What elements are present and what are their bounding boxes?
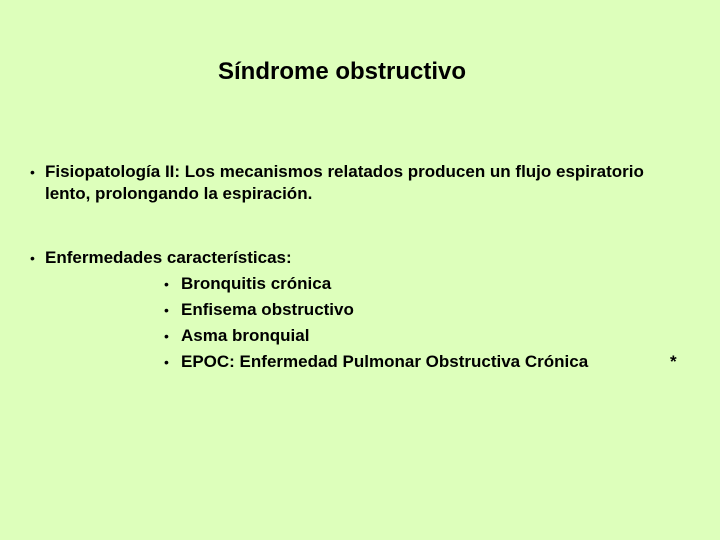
bullet-text [45,247,292,269]
sub-item-enfisema [164,297,354,323]
slide-title: Síndrome obstructivo [217,58,467,85]
bullet-marker: • [30,164,35,180]
sub-item-asma [164,323,309,349]
sub-bullet-marker: • [164,354,169,370]
sub-bullet-marker: • [164,328,169,344]
sub-bullet-marker: • [164,276,169,292]
bullet-marker: • [30,250,35,266]
sub-item-bronquitis [164,271,331,297]
bullet-line-1: Fisiopatología II: Los mecanismos relatados producen un flujo espiratorio [45,162,644,181]
sub-bullet-marker: • [164,302,169,318]
sub-item-text: EPOC: Enfermedad Pulmonar Obstructiva Crónica [181,352,589,371]
bullet-line-2: lento, prolongando la espiración. [45,184,313,203]
footnote-asterisk: * [670,352,677,371]
sub-item-text: Asma bronquial [181,326,310,345]
sub-item-epoc [164,349,588,375]
bullet-text [45,161,644,205]
sub-item-text: Enfisema obstructivo [181,300,354,319]
sub-item-text: Bronquitis crónica [181,274,332,293]
bullet-line-1: Enfermedades características: [45,248,292,267]
